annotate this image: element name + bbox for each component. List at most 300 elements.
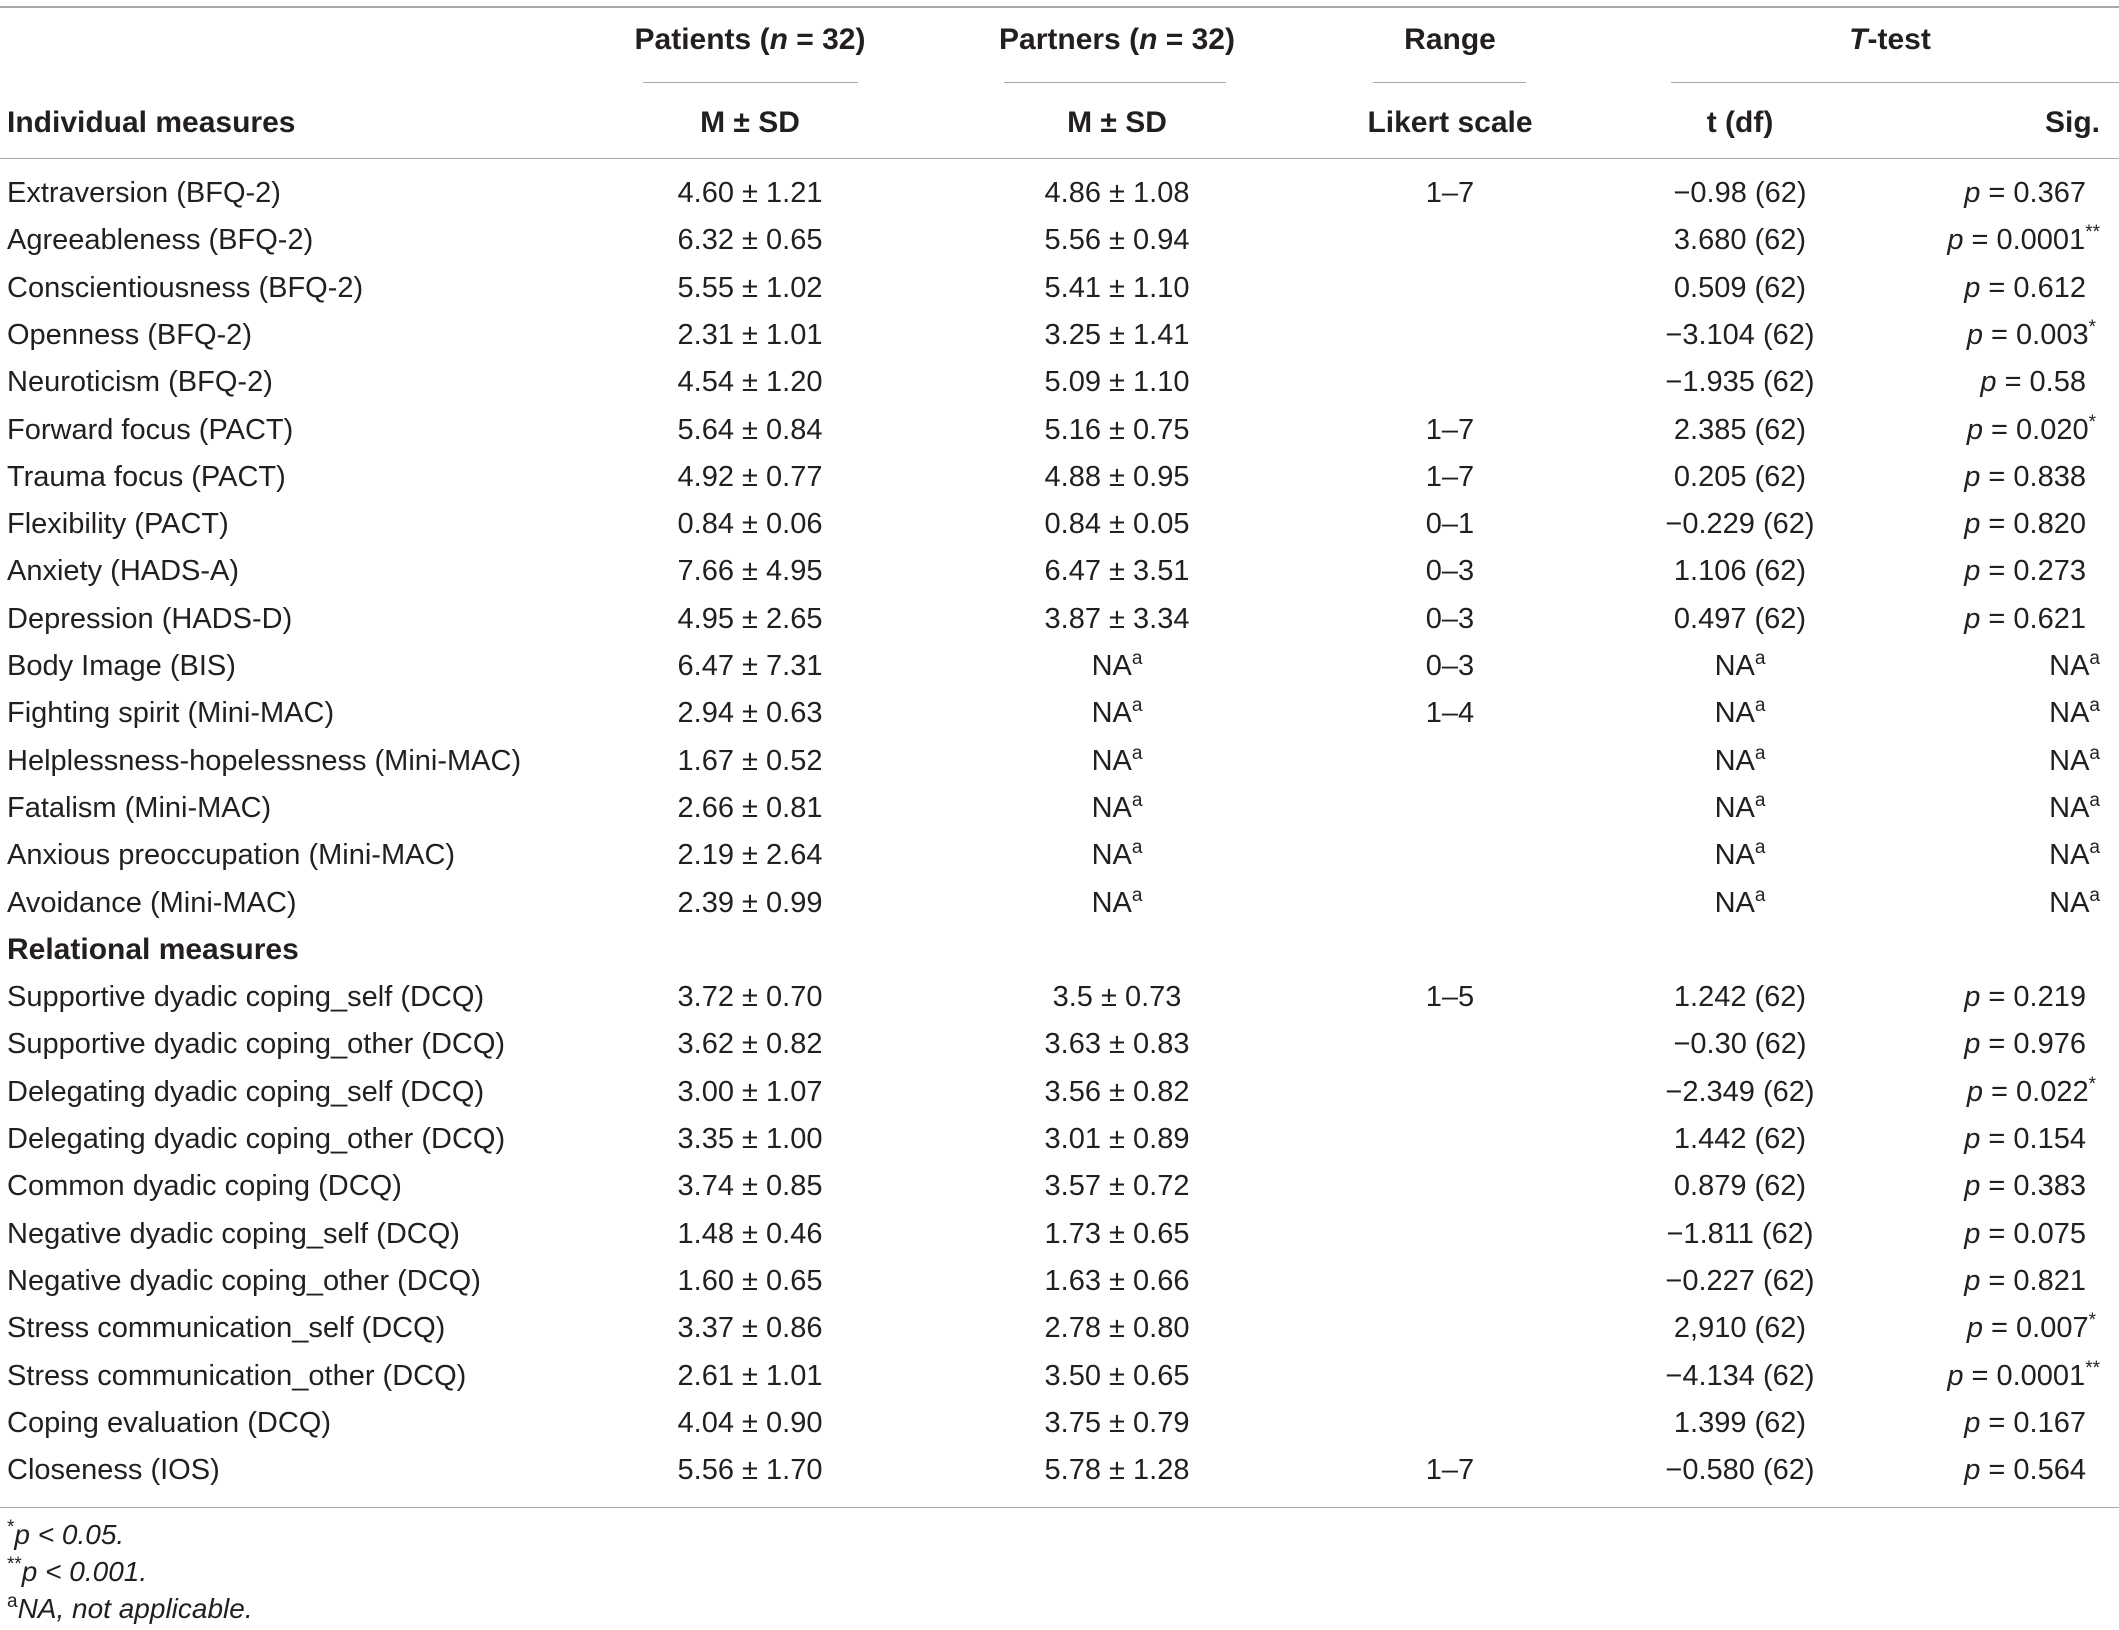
row-label: Supportive dyadic coping_other (DCQ)	[7, 1028, 506, 1061]
row-label: Extraversion (BFQ-2)	[7, 177, 281, 209]
t-value	[1550, 1405, 1930, 1441]
cell-text: 3.50 ± 0.65	[1044, 1359, 1190, 1392]
partners-value	[927, 222, 1307, 258]
cell-text: 0.497 (62)	[1673, 602, 1807, 635]
footnote-mark: *	[2088, 316, 2096, 338]
footnote-mark: *	[2088, 1073, 2096, 1095]
patients-value: 5.64 ± 0.84	[677, 413, 823, 446]
header-sig: Sig.	[2044, 106, 2100, 139]
cell-text: NA	[2049, 650, 2090, 682]
cell-text: 6.47 ± 3.51	[1044, 555, 1190, 588]
cell-text: 3.56 ± 0.82	[1044, 1075, 1190, 1108]
p-symbol: p	[1964, 508, 1989, 541]
t-value	[1550, 317, 1930, 353]
cell-text: 2.385 (62)	[1673, 413, 1807, 446]
cell-text: 0.84 ± 0.05	[1044, 508, 1190, 541]
cell-text: NA	[1714, 650, 1755, 682]
partners-value	[927, 1263, 1307, 1299]
t-value	[1550, 270, 1930, 306]
footnote	[7, 1518, 124, 1552]
cell-text: NA	[1091, 697, 1132, 730]
cell-text: NA	[1714, 839, 1755, 872]
cell-text: NA	[1714, 886, 1755, 919]
partners-value	[927, 459, 1307, 495]
partners-value	[927, 506, 1307, 542]
footnote	[7, 1555, 147, 1589]
cell-text: 2.78 ± 0.80	[1044, 1312, 1190, 1345]
p-symbol: p	[1966, 318, 1992, 351]
cell-text: 3.87 ± 3.34	[1044, 602, 1190, 635]
t-value	[1550, 1121, 1930, 1157]
sig-value	[1900, 1216, 2100, 1252]
t-value	[1550, 1358, 1930, 1394]
cell-text: = 0.820	[1988, 508, 2086, 541]
footnote-text: NA, not applicable.	[17, 1593, 253, 1624]
footnote-mark: **	[2085, 1357, 2100, 1379]
cell-text: = 0.621	[1988, 602, 2086, 635]
sig-value	[1900, 1358, 2100, 1394]
header-patients	[560, 22, 940, 58]
partners-value	[927, 601, 1307, 637]
footnote-mark: a	[7, 1591, 18, 1612]
patients-value: 3.62 ± 0.82	[677, 1028, 823, 1061]
sig-value	[1900, 1310, 2100, 1346]
footnote-mark: a	[2089, 884, 2100, 906]
p-symbol: p	[1964, 1123, 1989, 1155]
cell-text: = 0.838	[1988, 460, 2086, 493]
patients-value: 5.56 ± 1.70	[677, 1454, 823, 1487]
patients-value: 2.94 ± 0.63	[677, 697, 823, 730]
cell-text: NA	[1091, 886, 1132, 919]
t-value	[1550, 506, 1930, 542]
p-symbol: p	[1964, 981, 1989, 1014]
patients-value: 1.67 ± 0.52	[677, 744, 823, 777]
partners-value	[927, 790, 1307, 826]
cell-text: −1.811 (62)	[1666, 1217, 1814, 1250]
cell-text: NA	[2049, 697, 2090, 730]
cell-text: = 0.167	[1988, 1406, 2086, 1439]
cell-text: 1.442 (62)	[1673, 1123, 1807, 1155]
patients-value: 4.95 ± 2.65	[677, 602, 823, 635]
underline-partners	[1004, 82, 1226, 83]
patients-value: 7.66 ± 4.95	[677, 555, 823, 588]
t-value	[1550, 648, 1930, 684]
partners-value	[927, 1026, 1307, 1062]
sig-value	[1900, 885, 2100, 921]
footnote-mark: *	[7, 1517, 15, 1538]
footnote-mark: a	[1131, 648, 1143, 669]
partners-value	[927, 648, 1307, 684]
t-value	[1550, 1263, 1930, 1299]
cell-text: = 0.273	[1988, 555, 2086, 588]
row-label: Depression (HADS-D)	[7, 602, 293, 635]
sig-value	[1900, 553, 2100, 589]
cell-text: = 0.976	[1988, 1028, 2086, 1061]
partners-value	[927, 1310, 1307, 1346]
range-value: 1–5	[1425, 981, 1475, 1014]
footnote-mark: a	[1131, 789, 1143, 811]
p-symbol: p	[1964, 1454, 1989, 1487]
header-individual-measures: Individual measures	[7, 106, 296, 139]
row-label: Forward focus (PACT)	[7, 413, 294, 446]
partners-value	[927, 743, 1307, 779]
cell-text: NA	[1714, 791, 1755, 824]
cell-text: −0.227 (62)	[1665, 1264, 1815, 1297]
sig-value	[1900, 1168, 2100, 1204]
patients-value: 3.72 ± 0.70	[677, 981, 823, 1014]
row-label: Trauma focus (PACT)	[7, 460, 286, 493]
row-label: Stress communication_other (DCQ)	[7, 1359, 467, 1392]
cell-text: = 0.020	[1991, 413, 2089, 446]
sig-value	[1900, 1452, 2100, 1488]
footnote-mark: a	[1754, 742, 1766, 764]
header-partners-text: Partners (n = 32)	[999, 23, 1235, 56]
footnote	[7, 1592, 253, 1626]
p-symbol: p	[1964, 602, 1989, 635]
footnote-mark: a	[1754, 695, 1766, 717]
p-symbol: p	[1966, 1075, 1992, 1108]
cell-text: = 0.0001	[1971, 224, 2086, 257]
t-value	[1550, 1310, 1930, 1346]
row-label: Coping evaluation (DCQ)	[7, 1406, 331, 1439]
cell-text: 1.106 (62)	[1673, 555, 1807, 588]
patients-value: 3.35 ± 1.00	[677, 1123, 823, 1155]
footnote-text: p < 0.05.	[14, 1519, 125, 1550]
cell-text: −4.134 (62)	[1665, 1359, 1815, 1392]
cell-text: NA	[2049, 791, 2090, 824]
cell-text: = 0.003	[1991, 318, 2089, 351]
footnote-mark: a	[2089, 648, 2100, 669]
sig-value	[1900, 506, 2100, 542]
partners-value	[927, 695, 1307, 731]
header-rule	[0, 158, 2119, 159]
t-value	[1550, 1452, 1930, 1488]
row-label: Anxiety (HADS-A)	[7, 555, 240, 588]
p-symbol: p	[1966, 1312, 1992, 1345]
cell-text: −0.229 (62)	[1665, 508, 1815, 541]
footnote-mark: a	[1754, 648, 1766, 669]
cell-text: −0.30 (62)	[1673, 1028, 1807, 1061]
cell-text: = 0.564	[1988, 1454, 2086, 1487]
t-value	[1550, 1168, 1930, 1204]
t-value	[1550, 553, 1930, 589]
sig-value	[1900, 175, 2100, 211]
sig-value	[1900, 1263, 2100, 1299]
range-value: 0–1	[1425, 508, 1475, 541]
sig-value	[1900, 459, 2100, 495]
p-symbol: p	[1964, 271, 1989, 304]
range-value: 0–3	[1425, 650, 1475, 682]
t-value	[1550, 601, 1930, 637]
p-symbol: p	[1964, 1170, 1989, 1203]
partners-value	[927, 1216, 1307, 1252]
p-symbol: p	[1964, 1406, 1989, 1439]
p-symbol: p	[1947, 1359, 1972, 1392]
sig-value	[1900, 1121, 2100, 1157]
sig-value	[1900, 743, 2100, 779]
p-symbol: p	[1964, 460, 1989, 493]
top-rule	[0, 6, 2119, 8]
footnote-mark: a	[1131, 837, 1143, 859]
row-label: Supportive dyadic coping_self (DCQ)	[7, 981, 485, 1014]
t-value	[1550, 1216, 1930, 1252]
range-value: 1–7	[1425, 460, 1475, 493]
row-label: Flexibility (PACT)	[7, 508, 229, 541]
cell-text: = 0.007	[1991, 1312, 2089, 1345]
t-value	[1550, 885, 1930, 921]
range-value: 1–7	[1425, 413, 1475, 446]
partners-value	[927, 412, 1307, 448]
cell-text: 1.63 ± 0.66	[1044, 1264, 1190, 1297]
header-t-df: t (df)	[1706, 106, 1774, 139]
underline-patients	[643, 82, 858, 83]
partners-value	[927, 885, 1307, 921]
cell-text: 3.680 (62)	[1673, 224, 1807, 257]
sig-value	[1900, 695, 2100, 731]
cell-text: = 0.821	[1988, 1264, 2086, 1297]
row-label: Conscientiousness (BFQ-2)	[7, 271, 364, 304]
cell-text: = 0.219	[1988, 981, 2086, 1014]
row-label: Delegating dyadic coping_other (DCQ)	[7, 1123, 506, 1155]
header-msd-partners: M ± SD	[1067, 106, 1167, 139]
p-symbol: p	[1964, 1217, 1989, 1250]
cell-text: = 0.0001	[1971, 1359, 2086, 1392]
cell-text: −0.98 (62)	[1673, 177, 1807, 209]
patients-value: 2.31 ± 1.01	[677, 318, 823, 351]
cell-text: 3.25 ± 1.41	[1044, 318, 1190, 351]
patients-value: 3.37 ± 0.86	[677, 1312, 823, 1345]
row-label: Body Image (BIS)	[7, 650, 236, 682]
t-value	[1550, 695, 1930, 731]
cell-text: −1.935 (62)	[1665, 366, 1815, 399]
t-value	[1550, 979, 1930, 1015]
cell-text: NA	[1091, 791, 1132, 824]
bottom-rule	[0, 1507, 2119, 1508]
patients-value: 3.74 ± 0.85	[677, 1170, 823, 1203]
partners-value	[927, 1358, 1307, 1394]
patients-value: 2.66 ± 0.81	[677, 791, 823, 824]
t-value	[1550, 1026, 1930, 1062]
range-value: 1–7	[1425, 1454, 1475, 1487]
cell-text: NA	[2049, 886, 2090, 919]
header-patients-text: Patients (n = 32)	[634, 23, 866, 56]
range-value: 1–4	[1425, 697, 1475, 730]
sig-value	[1900, 412, 2100, 448]
t-value	[1550, 459, 1930, 495]
footnote-text: p < 0.001.	[21, 1556, 148, 1587]
row-label: Delegating dyadic coping_self (DCQ)	[7, 1075, 485, 1108]
footnote-mark: a	[1754, 884, 1766, 906]
row-label: Anxious preoccupation (Mini-MAC)	[7, 839, 456, 872]
sig-value	[1900, 601, 2100, 637]
range-value: 0–3	[1425, 602, 1475, 635]
sig-value	[1900, 979, 2100, 1015]
row-label: Helplessness-hopelessness (Mini-MAC)	[7, 744, 522, 777]
t-value	[1550, 837, 1930, 873]
partners-value	[927, 175, 1307, 211]
row-label: Neuroticism (BFQ-2)	[7, 366, 273, 399]
row-label: Openness (BFQ-2)	[7, 318, 252, 351]
patients-value: 0.84 ± 0.06	[677, 508, 823, 541]
cell-text: NA	[1714, 744, 1755, 777]
sig-value	[1900, 648, 2100, 684]
footnote-mark: a	[2089, 837, 2100, 859]
cell-text: 3.5 ± 0.73	[1052, 981, 1182, 1014]
footnote-mark: a	[2089, 695, 2100, 717]
range-value: 0–3	[1425, 555, 1475, 588]
partners-value	[927, 364, 1307, 400]
cell-text: NA	[1091, 839, 1132, 872]
footnote-mark: **	[2085, 222, 2100, 244]
partners-value	[927, 1405, 1307, 1441]
row-label: Negative dyadic coping_other (DCQ)	[7, 1264, 481, 1297]
row-label: Avoidance (Mini-MAC)	[7, 886, 297, 919]
row-label: Agreeableness (BFQ-2)	[7, 224, 314, 257]
cell-text: 5.41 ± 1.10	[1044, 271, 1190, 304]
patients-value: 6.32 ± 0.65	[677, 224, 823, 257]
partners-value	[927, 979, 1307, 1015]
cell-text: 1.73 ± 0.65	[1044, 1217, 1190, 1250]
cell-text: −2.349 (62)	[1665, 1075, 1815, 1108]
patients-value: 6.47 ± 7.31	[677, 650, 823, 682]
cell-text: 1.242 (62)	[1673, 981, 1807, 1014]
footnote-mark: **	[7, 1554, 22, 1575]
sig-value	[1900, 222, 2100, 258]
cell-text: 5.56 ± 0.94	[1044, 224, 1190, 257]
cell-text: NA	[1091, 744, 1132, 777]
partners-value	[927, 1168, 1307, 1204]
row-label: Stress communication_self (DCQ)	[7, 1312, 446, 1345]
partners-value	[927, 553, 1307, 589]
patients-value: 4.54 ± 1.20	[677, 366, 823, 399]
cell-text: NA	[1091, 650, 1132, 682]
cell-text: 2,910 (62)	[1673, 1312, 1807, 1345]
footnote-mark: a	[2089, 742, 2100, 764]
cell-text: −3.104 (62)	[1665, 318, 1815, 351]
sig-value	[1900, 1026, 2100, 1062]
cell-text: −0.580 (62)	[1665, 1454, 1815, 1487]
partners-value	[927, 270, 1307, 306]
header-likert-scale: Likert scale	[1367, 106, 1533, 139]
cell-text: NA	[1714, 697, 1755, 730]
patients-value: 4.92 ± 0.77	[677, 460, 823, 493]
partners-value	[927, 1452, 1307, 1488]
partners-value	[927, 837, 1307, 873]
sig-value	[1900, 270, 2100, 306]
patients-value: 4.04 ± 0.90	[677, 1406, 823, 1439]
cell-text: = 0.367	[1988, 177, 2086, 209]
t-value	[1550, 412, 1930, 448]
cell-text: NA	[2049, 744, 2090, 777]
header-partners	[927, 22, 1307, 58]
cell-text: = 0.383	[1988, 1170, 2086, 1203]
cell-text: 3.01 ± 0.89	[1044, 1123, 1190, 1155]
sig-value	[1900, 364, 2100, 400]
p-symbol: p	[1980, 366, 2005, 399]
sig-value	[1900, 1405, 2100, 1441]
patients-value: 2.39 ± 0.99	[677, 886, 823, 919]
patients-value: 3.00 ± 1.07	[677, 1075, 823, 1108]
cell-text: 5.09 ± 1.10	[1044, 366, 1190, 399]
footnote-mark: a	[1131, 695, 1143, 717]
t-value	[1550, 364, 1930, 400]
row-label: Negative dyadic coping_self (DCQ)	[7, 1217, 460, 1250]
footnote-mark: *	[2088, 411, 2096, 433]
p-symbol: p	[1964, 555, 1989, 588]
cell-text: 1.399 (62)	[1673, 1406, 1807, 1439]
footnote-mark: a	[1131, 742, 1143, 764]
footnote-mark: a	[2089, 789, 2100, 811]
p-symbol: p	[1964, 177, 1989, 209]
t-value	[1550, 175, 1930, 211]
cell-text: 5.16 ± 0.75	[1044, 413, 1190, 446]
range-value: 1–7	[1425, 177, 1475, 209]
t-value	[1550, 743, 1930, 779]
partners-value	[927, 1121, 1307, 1157]
cell-text: 0.205 (62)	[1673, 460, 1807, 493]
cell-text: 3.63 ± 0.83	[1044, 1028, 1190, 1061]
cell-text: 0.509 (62)	[1673, 271, 1807, 304]
partners-value	[927, 1074, 1307, 1110]
cell-text: = 0.154	[1988, 1123, 2086, 1155]
cell-text: = 0.022	[1991, 1075, 2089, 1108]
cell-text: = 0.075	[1988, 1217, 2086, 1250]
row-label: Closeness (IOS)	[7, 1454, 220, 1487]
sig-value	[1900, 1074, 2100, 1110]
patients-value: 1.48 ± 0.46	[677, 1217, 823, 1250]
patients-value: 2.19 ± 2.64	[677, 839, 823, 872]
p-symbol: p	[1964, 1028, 1989, 1061]
row-label: Common dyadic coping (DCQ)	[7, 1170, 402, 1203]
patients-value: 5.55 ± 1.02	[677, 271, 823, 304]
t-value	[1550, 790, 1930, 826]
section-title-relational: Relational measures	[7, 932, 299, 966]
underline-ttest	[1671, 82, 2119, 83]
cell-text: 4.86 ± 1.08	[1044, 177, 1190, 209]
cell-text: NA	[2049, 839, 2090, 872]
header-range: Range	[1404, 23, 1496, 56]
sig-value	[1900, 837, 2100, 873]
sig-value	[1900, 790, 2100, 826]
footnote-mark: *	[2088, 1310, 2096, 1332]
footnote-mark: a	[1131, 884, 1143, 906]
cell-text: 5.78 ± 1.28	[1044, 1454, 1190, 1487]
p-symbol: p	[1947, 224, 1972, 257]
patients-value: 4.60 ± 1.21	[677, 177, 823, 209]
patients-value: 2.61 ± 1.01	[677, 1359, 823, 1392]
sig-value	[1900, 317, 2100, 353]
cell-text: = 0.58	[2004, 366, 2086, 399]
footnote-mark: a	[1754, 789, 1766, 811]
cell-text: 3.75 ± 0.79	[1044, 1406, 1190, 1439]
underline-range	[1373, 82, 1526, 83]
partners-value	[927, 317, 1307, 353]
t-value	[1550, 1074, 1930, 1110]
p-symbol: p	[1966, 413, 1992, 446]
header-msd-patients: M ± SD	[700, 106, 800, 139]
t-value	[1550, 222, 1930, 258]
cell-text: 3.57 ± 0.72	[1044, 1170, 1190, 1203]
p-symbol: p	[1964, 1264, 1989, 1297]
footnote-mark: a	[1754, 837, 1766, 859]
cell-text: 0.879 (62)	[1673, 1170, 1807, 1203]
patients-value: 1.60 ± 0.65	[677, 1264, 823, 1297]
cell-text: 4.88 ± 0.95	[1044, 460, 1190, 493]
cell-text: = 0.612	[1988, 271, 2086, 304]
header-ttest: T-test	[1849, 23, 1931, 56]
row-label: Fatalism (Mini-MAC)	[7, 791, 272, 824]
row-label: Fighting spirit (Mini-MAC)	[7, 697, 335, 730]
